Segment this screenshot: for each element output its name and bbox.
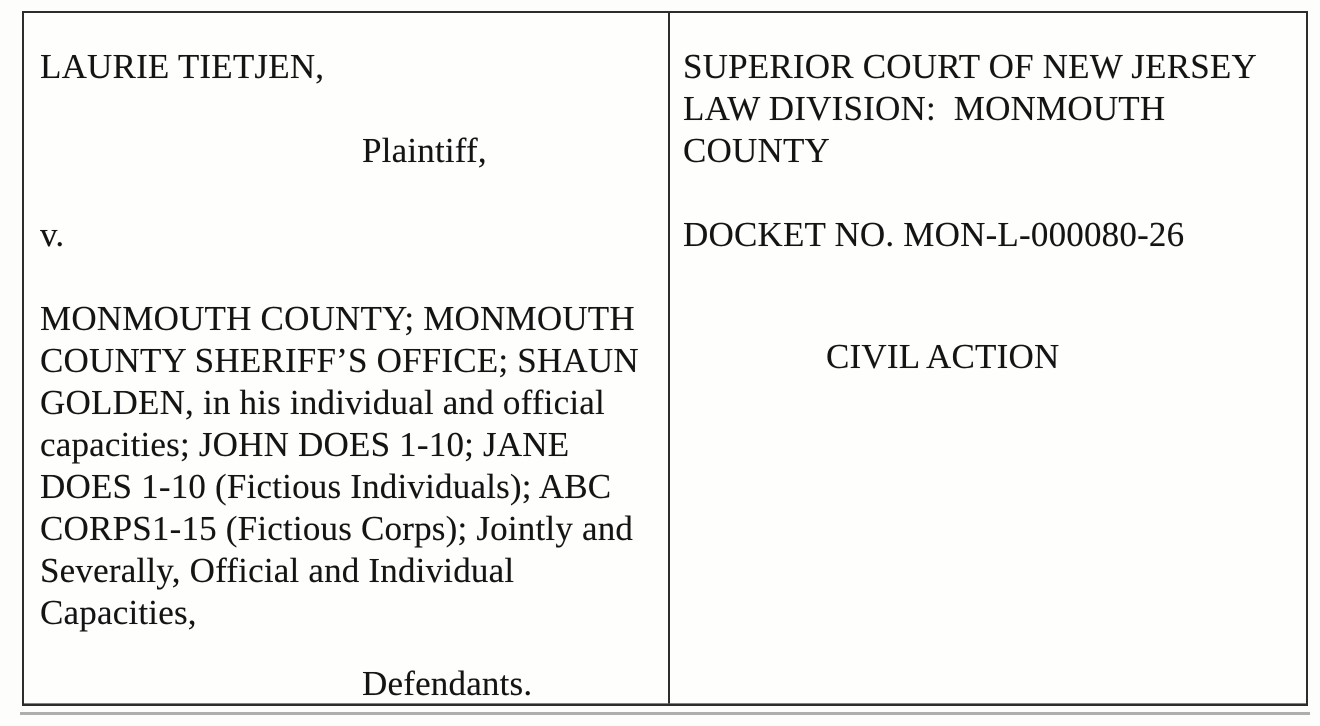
court-info-cell <box>670 13 1306 704</box>
court-heading-line: LAW DIVISION: MONMOUTH <box>683 89 1166 128</box>
plaintiff-label: Plaintiff, <box>362 131 487 170</box>
defendants-label: Defendants. <box>362 664 533 703</box>
action-type-label: CIVIL ACTION <box>826 337 1060 376</box>
court-heading <box>683 46 1298 172</box>
defendants-line: DOES 1-10 (Fictious Individuals); ABC <box>40 467 612 506</box>
defendants-line: MONMOUTH COUNTY; MONMOUTH <box>40 299 635 338</box>
case-caption-table <box>22 11 1308 706</box>
docket-number: DOCKET NO. MON-L-000080-26 <box>683 215 1185 254</box>
parties-cell <box>24 13 670 704</box>
court-heading-line: COUNTY <box>683 131 831 170</box>
scan-edge-line <box>20 712 1310 715</box>
defendants-paragraph <box>40 298 660 634</box>
defendants-line: COUNTY SHERIFF’S OFFICE; SHAUN <box>40 341 639 380</box>
plaintiff-name: LAURIE TIETJEN, <box>40 47 325 86</box>
defendants-line: Capacities, <box>40 593 197 632</box>
defendants-line: Severally, Official and Individual <box>40 551 515 590</box>
court-heading-line: SUPERIOR COURT OF NEW JERSEY <box>683 47 1257 86</box>
versus-abbreviation: v. <box>40 215 65 254</box>
defendants-line: GOLDEN, in his individual and official <box>40 383 605 422</box>
defendants-line: CORPS1-15 (Fictious Corps); Jointly and <box>40 509 634 548</box>
defendants-line: capacities; JOHN DOES 1-10; JANE <box>40 425 570 464</box>
